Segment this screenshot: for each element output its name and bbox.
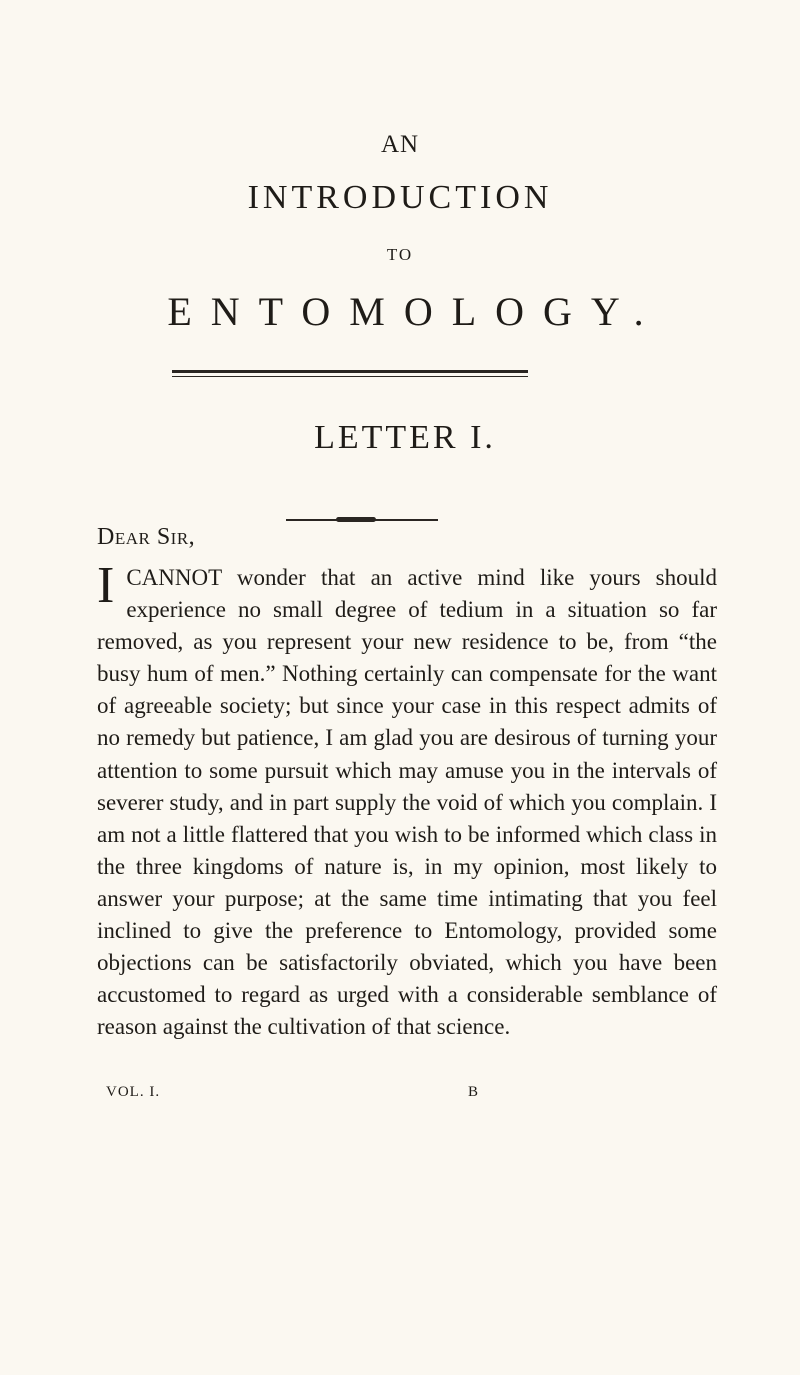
title-an: AN	[380, 131, 420, 158]
letter-body-text: CANNOT wonder that an active mind like yours should experience no small degree of tedium in a situation so far removed, as you represent your new residence to be, from “the busy hum of men.” Nothing certainly can compensate for the want of agreeable society; but since your case in this respect admits of no remedy but patience, I am glad you are desirous of turning your attention to some pursuit which may amuse you in the intervals of severer study, and in part supply the void of which you complain. I am not a little flattered that you wish to be informed which class in the three kingdoms of nature is, in my opinion, most likely to answer your purpose; at the same time intimating that you feel inclined to give the preference to Entomology, provided some objections can be satisfactorily obviated, which you have been accustomed to regard as urged with a considerable semblance of reason against the cultivation of that science.	[97, 565, 717, 1040]
title-introduction: INTRODUCTION	[247, 179, 553, 216]
volume-marker: VOL. I.	[106, 1084, 161, 1100]
double-rule-thick	[172, 370, 528, 373]
salutation: Dear Sir,	[97, 524, 196, 550]
title-to: TO	[386, 245, 414, 264]
title-entomology: ENTOMOLOGY.	[167, 289, 663, 334]
double-rule-thin	[172, 376, 528, 377]
signature-mark: B	[468, 1084, 480, 1100]
ornament-rule-center	[336, 517, 376, 522]
drop-cap: I	[97, 557, 115, 614]
letter-heading: LETTER I.	[314, 419, 496, 456]
letter-body	[97, 557, 717, 1043]
